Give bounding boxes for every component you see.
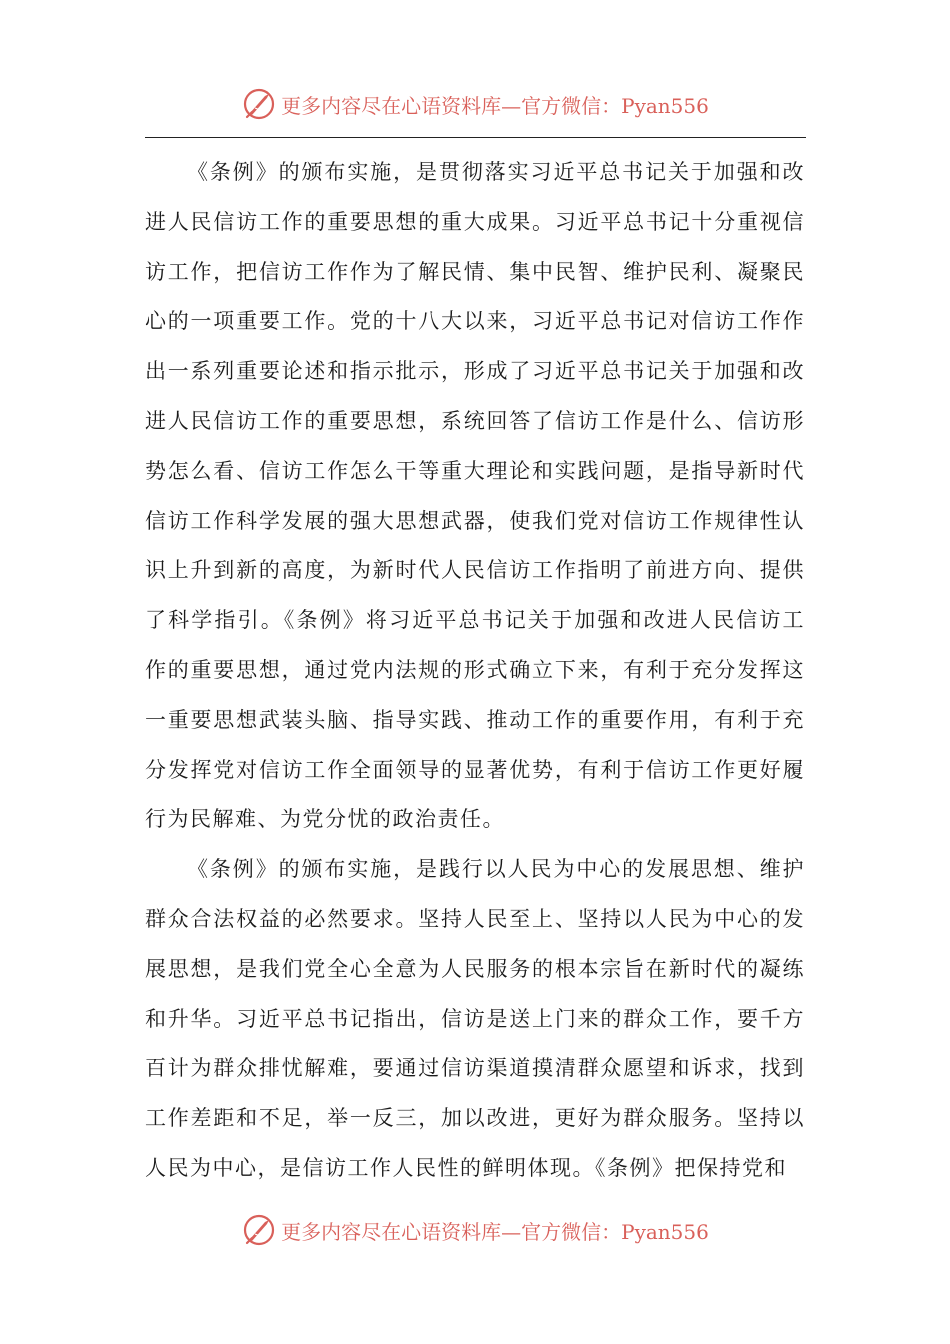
footer-banner-text: 更多内容尽在心语资料库—官方微信：Pyan556 <box>281 1219 709 1244</box>
quill-pen-logo-icon <box>241 86 277 122</box>
footer-banner <box>0 1210 950 1250</box>
header-banner <box>0 84 950 124</box>
header-banner-text: 更多内容尽在心语资料库—官方微信：Pyan556 <box>281 93 709 118</box>
header-divider <box>145 137 806 138</box>
document-body <box>145 148 805 1194</box>
paragraph-1: 《条例》的颁布实施，是贯彻落实习近平总书记关于加强和改进人民信访工作的重要思想的重大成果。习近平总书记十分重视信访工作，把信访工作作为了解民情、集中民智、维护民利、凝聚民心的一项重要工作。党的十八大以来，习近平总书记对信访工作作出一系列重要论述和指示批示，形成了习近平总书记关于加强和改进人民信访工作的重要思想，系统回答了信访工作是什么、信访形势怎么看、信访工作怎么干等重大理论和实践问题，是指导新时代信访工作科学发展的强大思想武器，使我们党对信访工作规律性认识上升到新的高度，为新时代人民信访工作指明了前进方向、提供了科学指引。《条例》将习近平总书记关于加强和改进人民信访工作的重要思想，通过党内法规的形式确立下来，有利于充分发挥这一重要思想武装头脑、指导实践、推动工作的重要作用，有利于充分发挥党对信访工作全面领导的显著优势，有利于信访工作更好履行为民解难、为党分忧的政治责任。 <box>145 160 805 832</box>
paragraph-2: 《条例》的颁布实施，是践行以人民为中心的发展思想、维护群众合法权益的必然要求。坚持人民至上、坚持以人民为中心的发展思想，是我们党全心全意为人民服务的根本宗旨在新时代的凝练和升华。习近平总书记指出，信访是送上门来的群众工作，要千方百计为群众排忧解难，要通过信访渠道摸清群众愿望和诉求，找到工作差距和不足，举一反三，加以改进，更好为群众服务。坚持以人民为中心，是信访工作人民性的鲜明体现。《条例》把保持党和 <box>145 857 805 1180</box>
quill-pen-logo-icon <box>241 1212 277 1248</box>
